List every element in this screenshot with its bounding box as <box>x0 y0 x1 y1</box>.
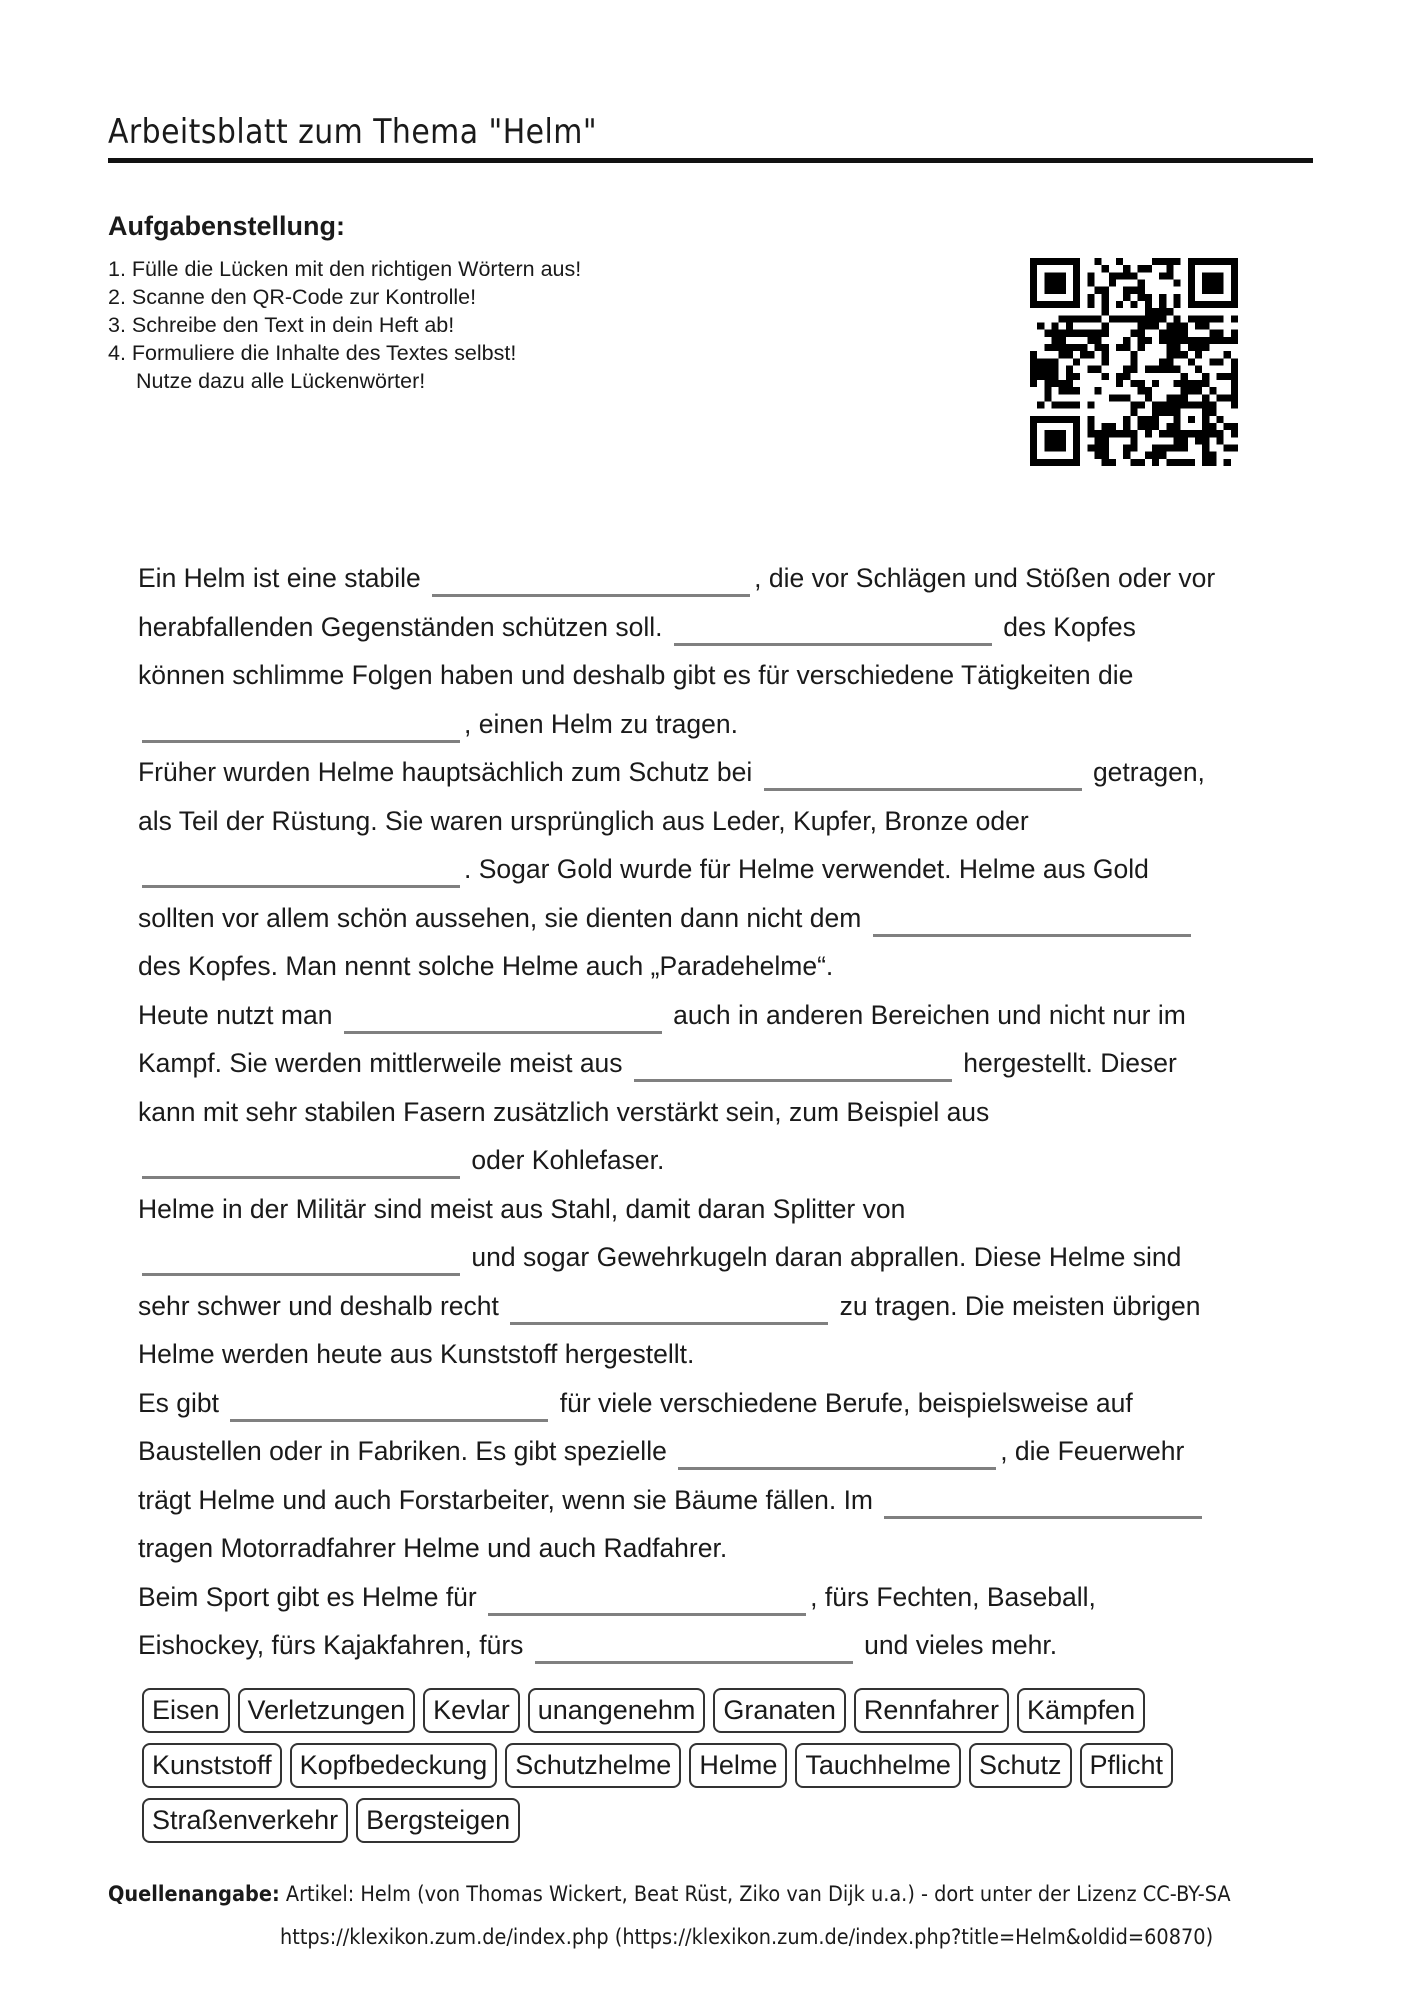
text-segment: und sogar Gewehrkugeln daran abprallen. Diese Helme sind <box>464 1242 1182 1272</box>
source-url: https://klexikon.zum.de/index.php (https://klexikon.zum.de/index.php?title=Helm&oldid=60870) <box>280 1925 1214 1949</box>
word-chip: Bergsteigen <box>356 1798 520 1843</box>
task-item: 1. Fülle die Lücken mit den richtigen Wörtern aus! <box>108 257 582 281</box>
text-segment: herabfallenden Gegenständen schützen soll. <box>138 611 670 642</box>
word-chip: Kunststoff <box>142 1743 282 1788</box>
text-segment: Eishockey, fürs Kajakfahren, fürs <box>138 1630 531 1660</box>
text-segment: zu tragen. Die meisten übrigen <box>832 1290 1201 1321</box>
task-item: 2. Scanne den QR-Code zur Kontrolle! <box>108 285 477 309</box>
word-bank-row <box>142 1688 1262 1733</box>
text-line <box>138 1039 1338 1088</box>
text-line <box>138 942 1338 991</box>
text-segment: auch in anderen Bereichen und nicht nur im <box>665 999 1186 1030</box>
text-line <box>138 700 1338 749</box>
task-heading: Aufgabenstellung: <box>108 211 345 241</box>
blank-field[interactable] <box>535 1660 853 1664</box>
blank-field[interactable] <box>142 1175 460 1179</box>
text-line <box>138 554 1338 603</box>
text-segment: als Teil der Rüstung. Sie waren ursprünglich aus Leder, Kupfer, Bronze oder <box>138 805 1029 836</box>
text-segment: , einen Helm zu tragen. <box>464 708 738 739</box>
text-segment: des Kopfes. Man nennt solche Helme auch „Paradehelme“. <box>138 951 834 981</box>
blank-field[interactable] <box>764 787 1082 791</box>
text-line <box>138 1233 1338 1282</box>
text-segment: Beim Sport gibt es Helme für <box>138 1581 485 1612</box>
word-chip: Rennfahrer <box>854 1688 1009 1733</box>
word-chip: Schutz <box>969 1743 1072 1788</box>
text-segment: des Kopfes <box>995 611 1136 642</box>
text-segment: trägt Helme und auch Forstarbeiter, wenn sie Bäume fällen. Im <box>138 1484 881 1515</box>
text-line <box>138 651 1338 700</box>
blank-field[interactable] <box>142 884 460 888</box>
text-line <box>138 1476 1338 1525</box>
text-line <box>138 1185 1338 1234</box>
blank-field[interactable] <box>678 1466 996 1470</box>
word-chip: Helme <box>689 1743 787 1788</box>
word-chip: Schutzhelme <box>505 1743 681 1788</box>
task-item: 3. Schreibe den Text in dein Heft ab! <box>108 313 455 337</box>
blank-field[interactable] <box>884 1515 1202 1519</box>
text-segment: Es gibt <box>138 1387 227 1418</box>
word-chip: Kopfbedeckung <box>290 1743 498 1788</box>
text-segment: und vieles mehr. <box>856 1630 1058 1660</box>
text-segment: sollten vor allem schön aussehen, sie dienten dann nicht dem <box>138 902 869 933</box>
text-line <box>138 603 1338 652</box>
text-segment: kann mit sehr stabilen Fasern zusätzlich verstärkt sein, zum Beispiel aus <box>138 1096 990 1127</box>
source-text: Artikel: Helm (von Thomas Wickert, Beat Rüst, Ziko van Dijk u.a.) - dort unter der Lizenz CC-BY-SA <box>279 1882 1231 1906</box>
blank-field[interactable] <box>432 593 750 597</box>
word-chip: Verletzungen <box>238 1688 416 1733</box>
blank-field[interactable] <box>142 739 460 743</box>
word-chip: Eisen <box>142 1688 230 1733</box>
text-line <box>138 1427 1338 1476</box>
blank-field[interactable] <box>634 1078 952 1082</box>
text-segment: , fürs Fechten, Baseball, <box>810 1581 1096 1612</box>
text-segment: hergestellt. Dieser <box>955 1048 1177 1078</box>
cloze-text <box>138 554 1338 1670</box>
word-bank <box>142 1688 1262 1853</box>
text-line <box>138 1621 1338 1670</box>
text-segment: Baustellen oder in Fabriken. Es gibt spezielle <box>138 1436 675 1466</box>
word-chip: Tauchhelme <box>795 1743 961 1788</box>
title-divider <box>108 158 1313 163</box>
text-line <box>138 894 1338 943</box>
text-segment: tragen Motorradfahrer Helme und auch Radfahrer. <box>138 1533 728 1563</box>
text-line <box>138 1282 1338 1331</box>
qr-code-icon <box>1030 258 1238 466</box>
text-line <box>138 1379 1338 1428</box>
page-title: Arbeitsblatt zum Thema "Helm" <box>108 112 598 152</box>
text-segment: für viele verschiedene Berufe, beispielsweise auf <box>552 1387 1133 1418</box>
text-segment: Ein Helm ist eine stabile <box>138 563 429 593</box>
word-chip: Granaten <box>713 1688 846 1733</box>
word-chip: unangenehm <box>528 1688 706 1733</box>
source-label: Quellenangabe: <box>108 1882 280 1906</box>
word-bank-row <box>142 1798 1262 1843</box>
text-segment: . Sogar Gold wurde für Helme verwendet. Helme aus Gold <box>464 854 1149 884</box>
blank-field[interactable] <box>230 1418 548 1422</box>
blank-field[interactable] <box>142 1272 460 1276</box>
text-line <box>138 1573 1338 1622</box>
text-segment: getragen, <box>1085 757 1205 787</box>
text-line <box>138 1136 1338 1185</box>
text-line <box>138 797 1338 846</box>
text-line <box>138 1524 1338 1573</box>
text-segment: , die vor Schlägen und Stößen oder vor <box>754 563 1216 593</box>
text-line <box>138 991 1338 1040</box>
blank-field[interactable] <box>344 1030 662 1034</box>
text-segment: , die Feuerwehr <box>1000 1436 1185 1466</box>
text-segment: Heute nutzt man <box>138 999 340 1030</box>
text-segment: Früher wurden Helme hauptsächlich zum Schutz bei <box>138 757 760 787</box>
source-attribution <box>108 1882 1231 1906</box>
text-segment: können schlimme Folgen haben und deshalb gibt es für verschiedene Tätigkeiten die <box>138 660 1134 690</box>
task-list <box>108 255 581 395</box>
text-line <box>138 845 1338 894</box>
text-line <box>138 1330 1338 1379</box>
text-segment: Helme werden heute aus Kunststoff hergestellt. <box>138 1339 695 1369</box>
task-item: Nutze dazu alle Lückenwörter! <box>136 369 426 393</box>
word-bank-row <box>142 1743 1262 1788</box>
blank-field[interactable] <box>488 1612 806 1616</box>
task-item: 4. Formuliere die Inhalte des Textes selbst! <box>108 341 517 365</box>
word-chip: Kämpfen <box>1017 1688 1145 1733</box>
word-chip: Pflicht <box>1080 1743 1174 1788</box>
word-chip: Straßenverkehr <box>142 1798 348 1843</box>
blank-field[interactable] <box>873 933 1191 937</box>
text-line <box>138 1088 1338 1137</box>
text-segment: oder Kohlefaser. <box>464 1145 665 1175</box>
text-segment: Helme in der Militär sind meist aus Stahl, damit daran Splitter von <box>138 1193 906 1224</box>
text-segment: Kampf. Sie werden mittlerweile meist aus <box>138 1048 630 1078</box>
text-line <box>138 748 1338 797</box>
blank-field[interactable] <box>674 642 992 646</box>
word-chip: Kevlar <box>423 1688 520 1733</box>
text-segment: sehr schwer und deshalb recht <box>138 1290 507 1321</box>
blank-field[interactable] <box>510 1321 828 1325</box>
